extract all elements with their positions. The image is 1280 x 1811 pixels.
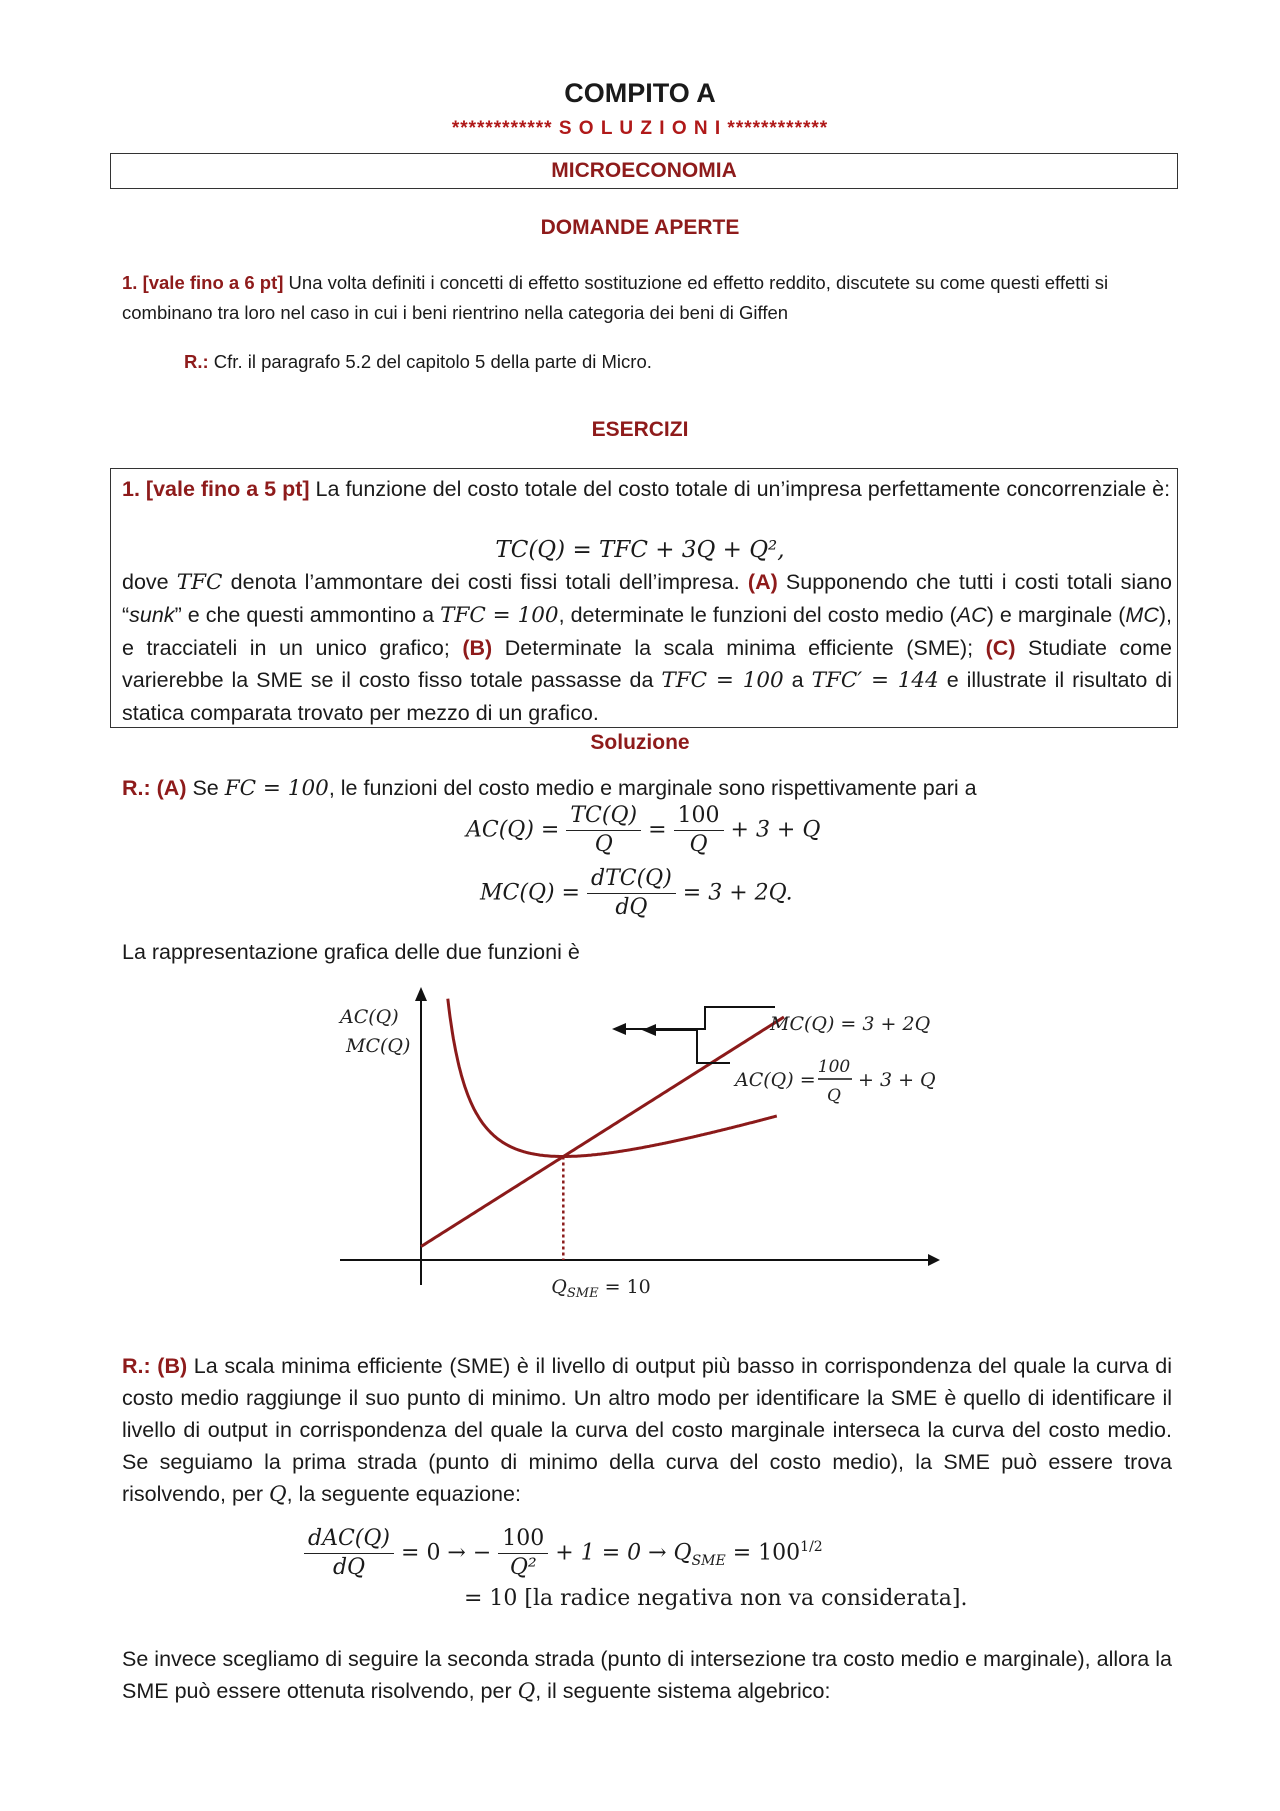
sol-b-q: Q	[269, 1482, 287, 1507]
exercise-1-intro-text: La funzione del costo totale del costo totale di un’impresa perfettamente concorrenziale è:	[309, 477, 1171, 501]
question-1-label: 1. [vale fino a 6 pt]	[122, 272, 284, 293]
deriv-val: = 100	[725, 1540, 801, 1566]
ac-num2: 100	[674, 802, 724, 831]
ex1-text: , determinate le funzioni del costo medio (	[558, 603, 957, 627]
ex1-math: TFC′ = 144	[811, 668, 939, 693]
ac-curve	[448, 999, 777, 1157]
ex1-text: Studiate come varierebbe la SME se il costo fisso totale passasse da	[122, 636, 1172, 692]
sol-last-text: Se invece scegliamo di seguire la seconda strada (punto di intersezione tra costo medio e marginale), allora la SME può essere ottenuta risolvendo, per	[122, 1647, 1172, 1703]
exercise-1-body	[122, 566, 1172, 729]
exercise-1-intro	[122, 473, 1172, 505]
y-axis-arrow	[415, 987, 427, 1001]
mc-rest: = 3 + 2Q.	[682, 880, 793, 906]
ex1-math: TFC	[176, 570, 223, 595]
deriv-rest: + 1 = 0 → Q	[555, 1540, 692, 1566]
ac-fraction-1	[566, 802, 641, 859]
mc-callout-line	[620, 1007, 775, 1029]
ex1-mc: MC	[1125, 603, 1159, 627]
ex1-text: dove	[122, 570, 177, 594]
ac-callout-arrow	[642, 1024, 656, 1036]
mc-den: dQ	[615, 895, 648, 920]
sol-last-text2: , il seguente sistema algebrico:	[535, 1679, 831, 1703]
ac-den1: Q	[594, 832, 613, 857]
ex1-text: ” e che questi ammontino a	[174, 603, 441, 627]
ex1-text: e illustrate il risultato di statica comparata trovato per mezzo di un grafico.	[122, 668, 1173, 725]
solution-a-intro	[122, 773, 1172, 804]
ac-curve-label-den: Q	[827, 1086, 841, 1106]
exercise-1-label: 1. [vale fino a 5 pt]	[122, 477, 310, 501]
deriv-num: dAC(Q)	[304, 1525, 394, 1554]
y-axis-label-ac: AC(Q)	[340, 1006, 399, 1028]
mc-lhs: MC(Q) =	[480, 880, 580, 906]
ex1-text: ) e marginale (	[986, 603, 1126, 627]
ac-equation	[466, 802, 820, 859]
sol-text: , le funzioni del costo medio e marginale sono rispettivamente pari a	[328, 776, 977, 800]
page-title: COMPITO A	[564, 78, 716, 108]
ex1-part-c: (C)	[985, 636, 1016, 660]
solutions-banner: ************ S O L U Z I O N I ************	[451, 118, 829, 139]
q-sme-subscript: SME	[566, 1286, 599, 1301]
sol-b-body: La scala minima efficiente (SME) è il livello di output più basso in corrispondenza del quale la curva di costo medio raggiunge il suo punto di minimo. Un altro modo per identificare la SME è quello di identificare il livello di output in corrispondenza del quale la curva del costo marginale interseca la curva del costo medio. Se seguiamo la prima strada (punto di minimo della curva del costo medio), la SME può essere trova risolvendo, per	[122, 1354, 1172, 1506]
mc-num: dTC(Q)	[587, 865, 676, 894]
deriv-mid: = 0 → −	[401, 1540, 492, 1566]
solution-b-label: R.: (B)	[122, 1354, 188, 1378]
sol-b-end: , la seguente equazione:	[286, 1482, 521, 1506]
exercises-heading: ESERCIZI	[591, 418, 689, 441]
q-sme-annotation: $Q_{SME} = 10$	[551, 1276, 651, 1301]
ac-lhs: AC(Q) =	[466, 817, 560, 843]
deriv-fraction-1	[304, 1525, 394, 1582]
ex1-text: ), e tracciateli in un unico grafico;	[122, 603, 1172, 660]
ex1-ac: AC	[956, 603, 987, 627]
ac-curve-label-rest: + 3 + Q	[858, 1069, 936, 1091]
ex1-math: TFC = 100	[440, 603, 559, 628]
answer-label: R.:	[184, 351, 209, 372]
question-1-text: Una volta definiti i concetti di effetto sostituzione ed effetto reddito, discutete su come questi effetti si combinano tra loro nel caso in cui i beni rientrino nella categoria dei beni di Giffen	[122, 272, 1109, 323]
ac-num1: TC(Q)	[566, 802, 641, 831]
derivative-equation	[304, 1525, 823, 1582]
solution-a-label: R.: (A)	[122, 776, 187, 800]
solution-b-method-2	[122, 1643, 1172, 1708]
solution-heading: Soluzione	[590, 731, 690, 754]
exercise-1-formula: TC(Q) = TFC + 3Q + Q²,	[495, 537, 785, 563]
ex1-text: denota l’ammontare dei costi fissi totali dell’impresa.	[222, 570, 748, 594]
derivative-result: = 10 [la radice negativa non va considerata].	[464, 1586, 968, 1611]
ac-curve-label-lhs: AC(Q) =	[735, 1069, 816, 1091]
graph-caption: La rappresentazione grafica delle due funzioni è	[122, 940, 580, 964]
ac-rest: + 3 + Q	[730, 817, 821, 843]
sol-math: FC = 100	[224, 776, 329, 801]
open-question-1	[122, 268, 1172, 328]
q-sme-value: = 10	[598, 1276, 651, 1298]
mc-curve	[421, 1017, 784, 1247]
deriv-den2: Q²	[509, 1555, 537, 1580]
ac-curve-label-num: 100	[817, 1057, 851, 1077]
open-questions-heading: DOMANDE APERTE	[540, 216, 740, 239]
ex1-math: TFC = 100	[661, 668, 784, 693]
cost-curves-chart	[330, 985, 970, 1305]
ex1-part-a: (A)	[747, 570, 778, 594]
deriv-num2: 100	[498, 1525, 548, 1554]
mc-fraction	[587, 865, 676, 922]
answer-text: Cfr. il paragrafo 5.2 del capitolo 5 della parte di Micro.	[208, 351, 652, 372]
ex1-text: a	[783, 668, 812, 692]
deriv-exp: 1/2	[800, 1539, 823, 1556]
y-axis-label-mc: MC(Q)	[346, 1035, 411, 1057]
deriv-sub: SME	[691, 1552, 726, 1569]
x-axis-arrow	[928, 1254, 940, 1266]
solution-b-text	[122, 1350, 1172, 1511]
ex1-text: Supponendo che tutti i costi totali siano “	[122, 570, 1172, 627]
chart-labels	[338, 1006, 936, 1301]
ac-fraction-2	[674, 802, 724, 859]
section-box-microeconomia: MICROECONOMIA	[110, 153, 1178, 189]
sol-last-q: Q	[517, 1679, 536, 1704]
mc-callout-arrow	[612, 1023, 626, 1035]
deriv-den: dQ	[332, 1555, 366, 1580]
ac-den2: Q	[689, 832, 708, 857]
ex1-sunk: sunk	[129, 603, 175, 627]
ex1-text: Determinate la scala minima efficiente (SME);	[492, 636, 986, 660]
open-question-1-answer	[184, 347, 1234, 377]
chart-curves	[421, 999, 784, 1260]
deriv-fraction-2	[498, 1525, 548, 1582]
sol-text: Se	[186, 776, 225, 800]
ac-eq-sign: =	[648, 817, 667, 843]
mc-equation	[480, 865, 793, 922]
ex1-part-b: (B)	[462, 636, 493, 660]
mc-curve-label: MC(Q) = 3 + 2Q	[770, 1013, 931, 1035]
